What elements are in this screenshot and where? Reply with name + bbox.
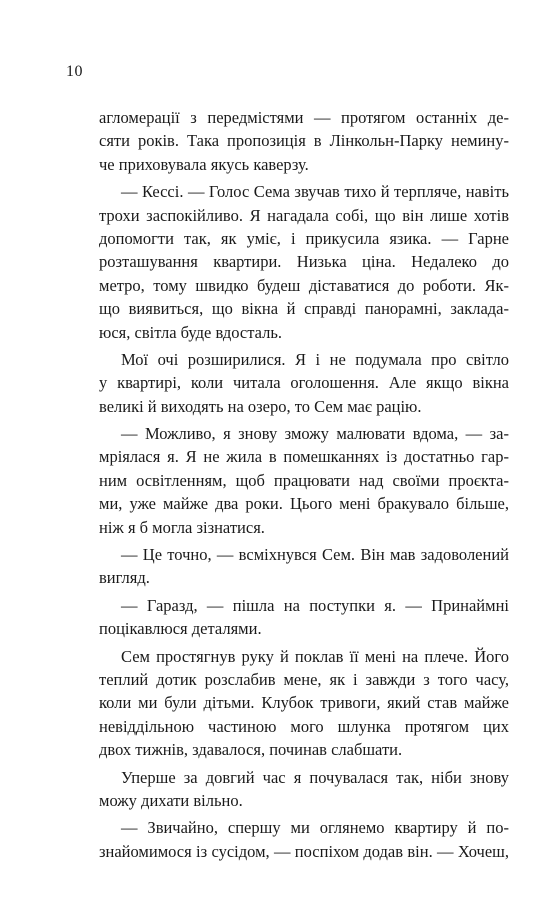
text-line: Уперше за довгий час я почувалася так, ніби знову — [121, 767, 509, 787]
text-line: Сем простягнув руку й поклав її мені на плече. Його — [121, 646, 509, 666]
text-line: у квартирі, коли читала оголошення. Але якщо вікна — [99, 373, 509, 393]
text-line: Мої очі розширилися. Я і не подумала про світло — [121, 349, 509, 369]
text-line: вигляд. — [99, 568, 150, 588]
text-line: знайомимося із сусідом, — поспіхом додав він. — Хочеш, — [99, 841, 509, 861]
text-line: ми, уже майже два роки. Цього мені бракувало більше, — [99, 494, 509, 514]
text-line: сяти років. Така пропозиція в Лінкольн-Парку немину- — [99, 131, 509, 151]
text-line: мріялася я. Я не жила в помешканнях із достатньо гар- — [99, 447, 509, 467]
text-line: юся, світла буде вдосталь. — [99, 322, 283, 342]
text-line: ним освітленням, щоб працювати над своїми проєкта- — [99, 470, 509, 490]
text-line: агломерації з передмістями — протягом останніх де- — [99, 108, 509, 127]
text-line: метро, тому швидко будеш діставатися до роботи. Як- — [99, 275, 509, 295]
text-line: що виявиться, що вікна й справді панорамні, заклада- — [99, 299, 509, 319]
text-line: — Гаразд, — пішла на поступки я. — Принаймні — [121, 595, 509, 615]
text-line: коли ми були дітьми. Клубок тривоги, який став майже — [99, 693, 509, 713]
text-line: допомогти так, як уміє, і прикусила язика. — Гарне — [99, 228, 509, 248]
text-line: невіддільною частиною мого шлунка протягом цих — [99, 716, 509, 736]
text-line: ніж я б могла зізнатися. — [99, 517, 265, 537]
text-line: — Звичайно, спершу ми оглянемо квартиру й по- — [121, 818, 509, 838]
text-line: поцікавлюся деталями. — [99, 619, 262, 639]
text-line: — Кессі. — Голос Сема звучав тихо й терпляче, навіть — [121, 182, 509, 202]
text-line: трохи заспокійливо. Я нагадала собі, що він лише хотів — [99, 205, 509, 225]
body-text — [99, 106, 509, 863]
text-line: че приховувала якусь каверзу. — [99, 154, 309, 174]
page-number: 10 — [66, 63, 83, 80]
text-line: можу дихати вільно. — [99, 790, 243, 810]
text-line: двох тижнів, здавалося, починав слабшати. — [99, 740, 403, 760]
text-line: розташування квартири. Низька ціна. Недалеко до — [99, 252, 509, 272]
text-line: великі й виходять на озеро, то Сем має рацію. — [99, 396, 422, 416]
text-line: теплий дотик розслабив мене, як і завжди з того часу, — [99, 669, 509, 689]
text-line: — Можливо, я знову зможу малювати вдома, — за- — [121, 424, 509, 444]
text-line: — Це точно, — всміхнувся Сем. Він мав задоволений — [121, 545, 509, 565]
